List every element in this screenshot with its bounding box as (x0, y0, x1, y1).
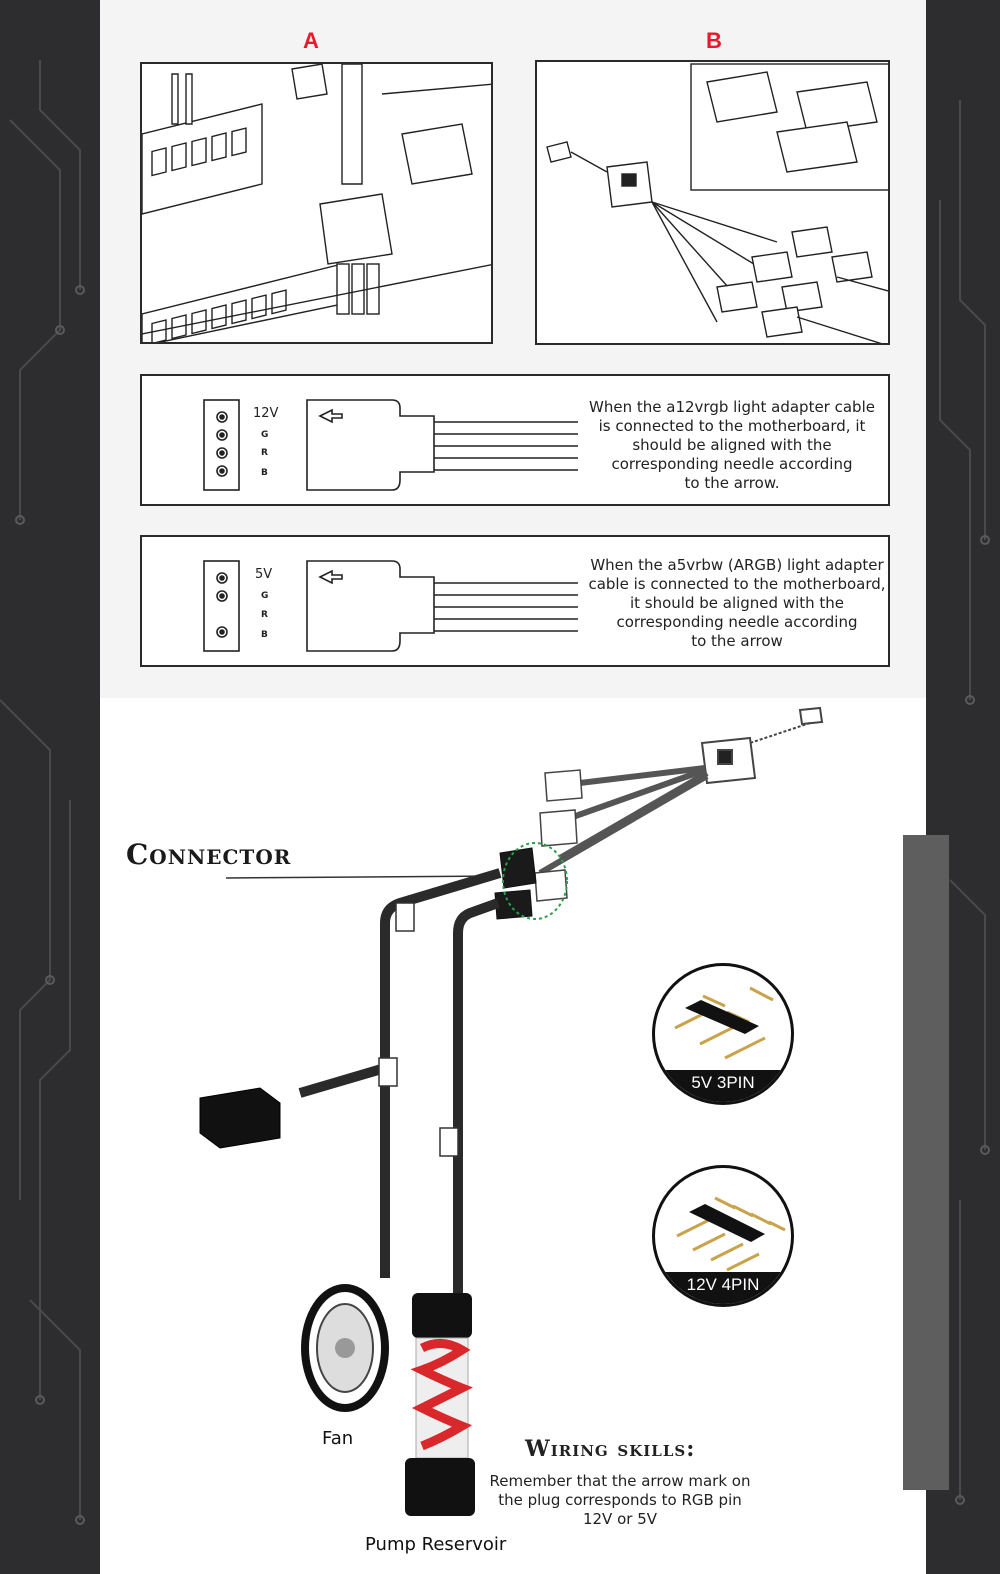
wiring-skills-text (485, 1472, 755, 1529)
pin-b-label: B (261, 630, 268, 640)
pin-r-label: R (261, 448, 268, 458)
voltage-5v-label: 5V (255, 567, 273, 582)
instruction-line: When the a12vrgb light adapter cable (589, 398, 875, 416)
pump-reservoir-label: Pump Reservoir (365, 1534, 507, 1555)
pin-r-label: R (261, 610, 268, 620)
instruction-line: it should be aligned with the (629, 594, 845, 612)
pin-5v-label: 5V 3PIN (655, 1070, 791, 1102)
fan-illustration (305, 1288, 385, 1408)
wiring-illustration (100, 698, 926, 1574)
motherboard-illustration (142, 64, 493, 344)
pin-5v-3pin-badge (652, 963, 794, 1105)
diagram-a-motherboard (140, 62, 493, 344)
instruction-line: to the arrow. (684, 474, 780, 492)
instruction-line: When the a5vrbw (ARGB) light adapter (590, 556, 884, 574)
3pin-connector-icon (655, 966, 791, 1076)
diagram-b-label: B (706, 28, 722, 53)
wiring-skills-title: Wiring skills: (525, 1436, 696, 1462)
connector-title: Connector (126, 838, 292, 871)
pin-g-label: G (261, 591, 269, 601)
pump-reservoir-illustration (405, 1293, 475, 1516)
instruction-line: corresponding needle according (616, 613, 858, 631)
fan-label: Fan (322, 1428, 354, 1449)
diagram-b-splitter (535, 60, 890, 345)
instruction-line: corresponding needle according (611, 455, 853, 473)
instruction-line: is connected to the motherboard, it (598, 417, 866, 435)
wiring-line: Remember that the arrow mark on (489, 1472, 751, 1490)
splitter-illustration (537, 62, 890, 345)
scrollbar-track[interactable] (903, 835, 949, 1490)
pin-12v-label: 12V 4PIN (655, 1272, 791, 1304)
pin-g-label: G (261, 430, 269, 440)
instruction-line: should be aligned with the (632, 436, 832, 454)
rgb-12v-instruction (582, 398, 882, 493)
instruction-line: to the arrow (691, 632, 783, 650)
diagram-a-label: A (303, 28, 319, 53)
4pin-connector-icon (655, 1168, 791, 1278)
voltage-12v-label: 12V (253, 406, 279, 421)
argb-5v-instruction (587, 556, 887, 651)
pin-b-label: B (261, 468, 268, 478)
pin-12v-4pin-badge (652, 1165, 794, 1307)
wiring-line: the plug corresponds to RGB pin (498, 1491, 742, 1509)
wiring-line: 12V or 5V (582, 1510, 658, 1528)
instruction-line: cable is connected to the motherboard, (588, 575, 886, 593)
